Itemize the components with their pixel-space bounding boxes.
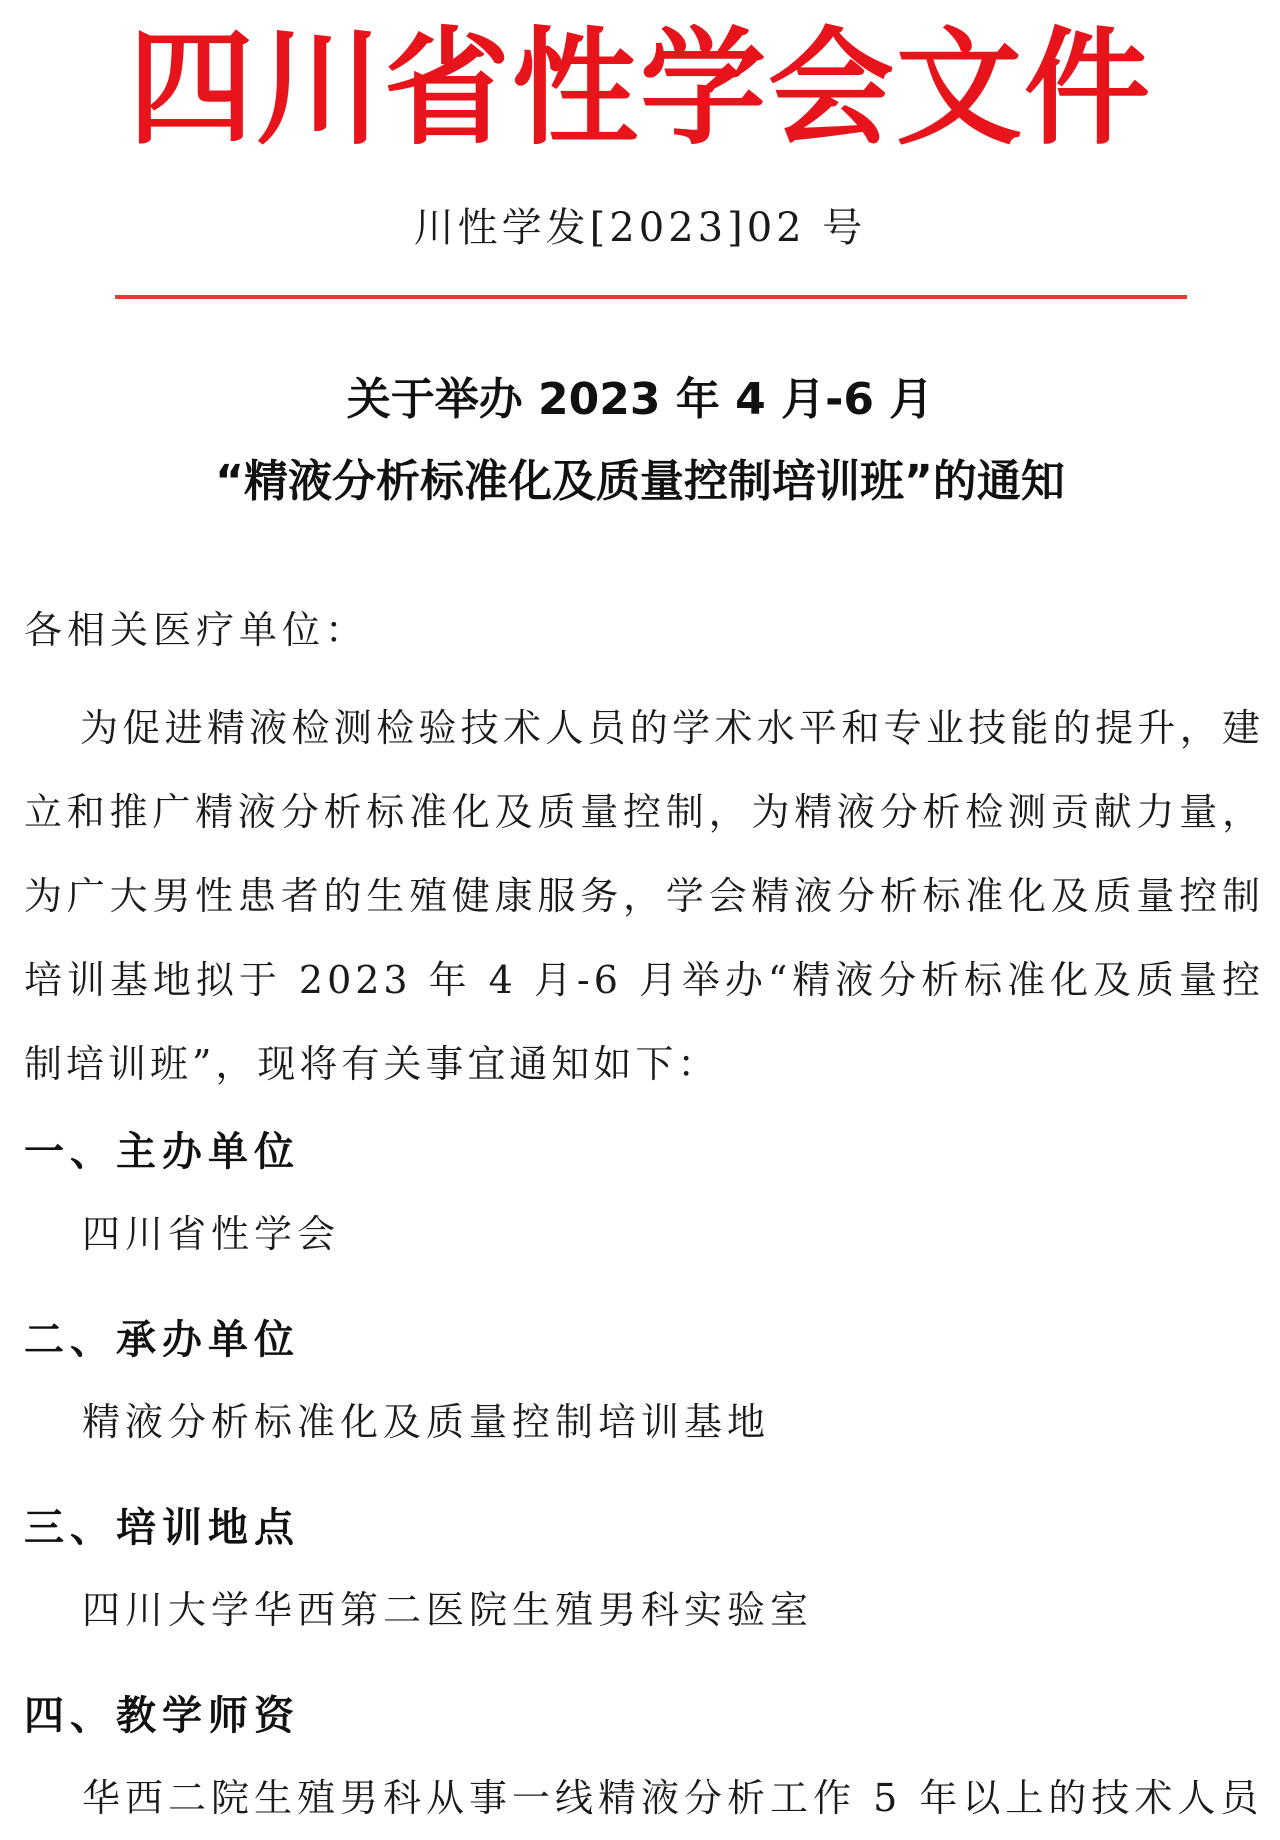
salutation: 各相关医疗单位： [24,608,369,652]
masthead-title: 四川省性学会文件 [128,15,1152,162]
section-heading-organizer: 一、主办单位 [24,1129,300,1175]
notice-title-line-2: “精液分析标准化及质量控制培训班”的通知 [215,456,1065,507]
section-text-location: 四川大学华西第二医院生殖男科实验室 [82,1588,814,1632]
red-divider-line [115,295,1187,299]
section-text-co-organizer: 精液分析标准化及质量控制培训基地 [82,1400,771,1444]
section-text-faculty: 华西二院生殖男科从事一线精液分析工作 5 年以上的技术人员 [82,1776,1264,1820]
intro-paragraph: 为促进精液检测检验技术人员的学术水平和专业技能的提升，建立和推广精液分析标准化及质量控制，为精液分析检测贡献力量，为广大男性患者的生殖健康服务，学会精液分析标准化及质量控制培训基地拟于 2023 年 4 月-6 月举办“精液分析标准化及质量控制培训班”，现将有关事宜通知如下： [24,706,1264,1086]
section-text-organizer: 四川省性学会 [82,1212,341,1256]
document-number: 川性学发[2023]02 号 [413,205,867,251]
section-heading-co-organizer: 二、承办单位 [24,1317,300,1363]
section-heading-location: 三、培训地点 [24,1505,300,1551]
notice-title-line-1: 关于举办 2023 年 4 月-6 月 [346,374,934,425]
section-heading-faculty: 四、教学师资 [24,1693,300,1739]
